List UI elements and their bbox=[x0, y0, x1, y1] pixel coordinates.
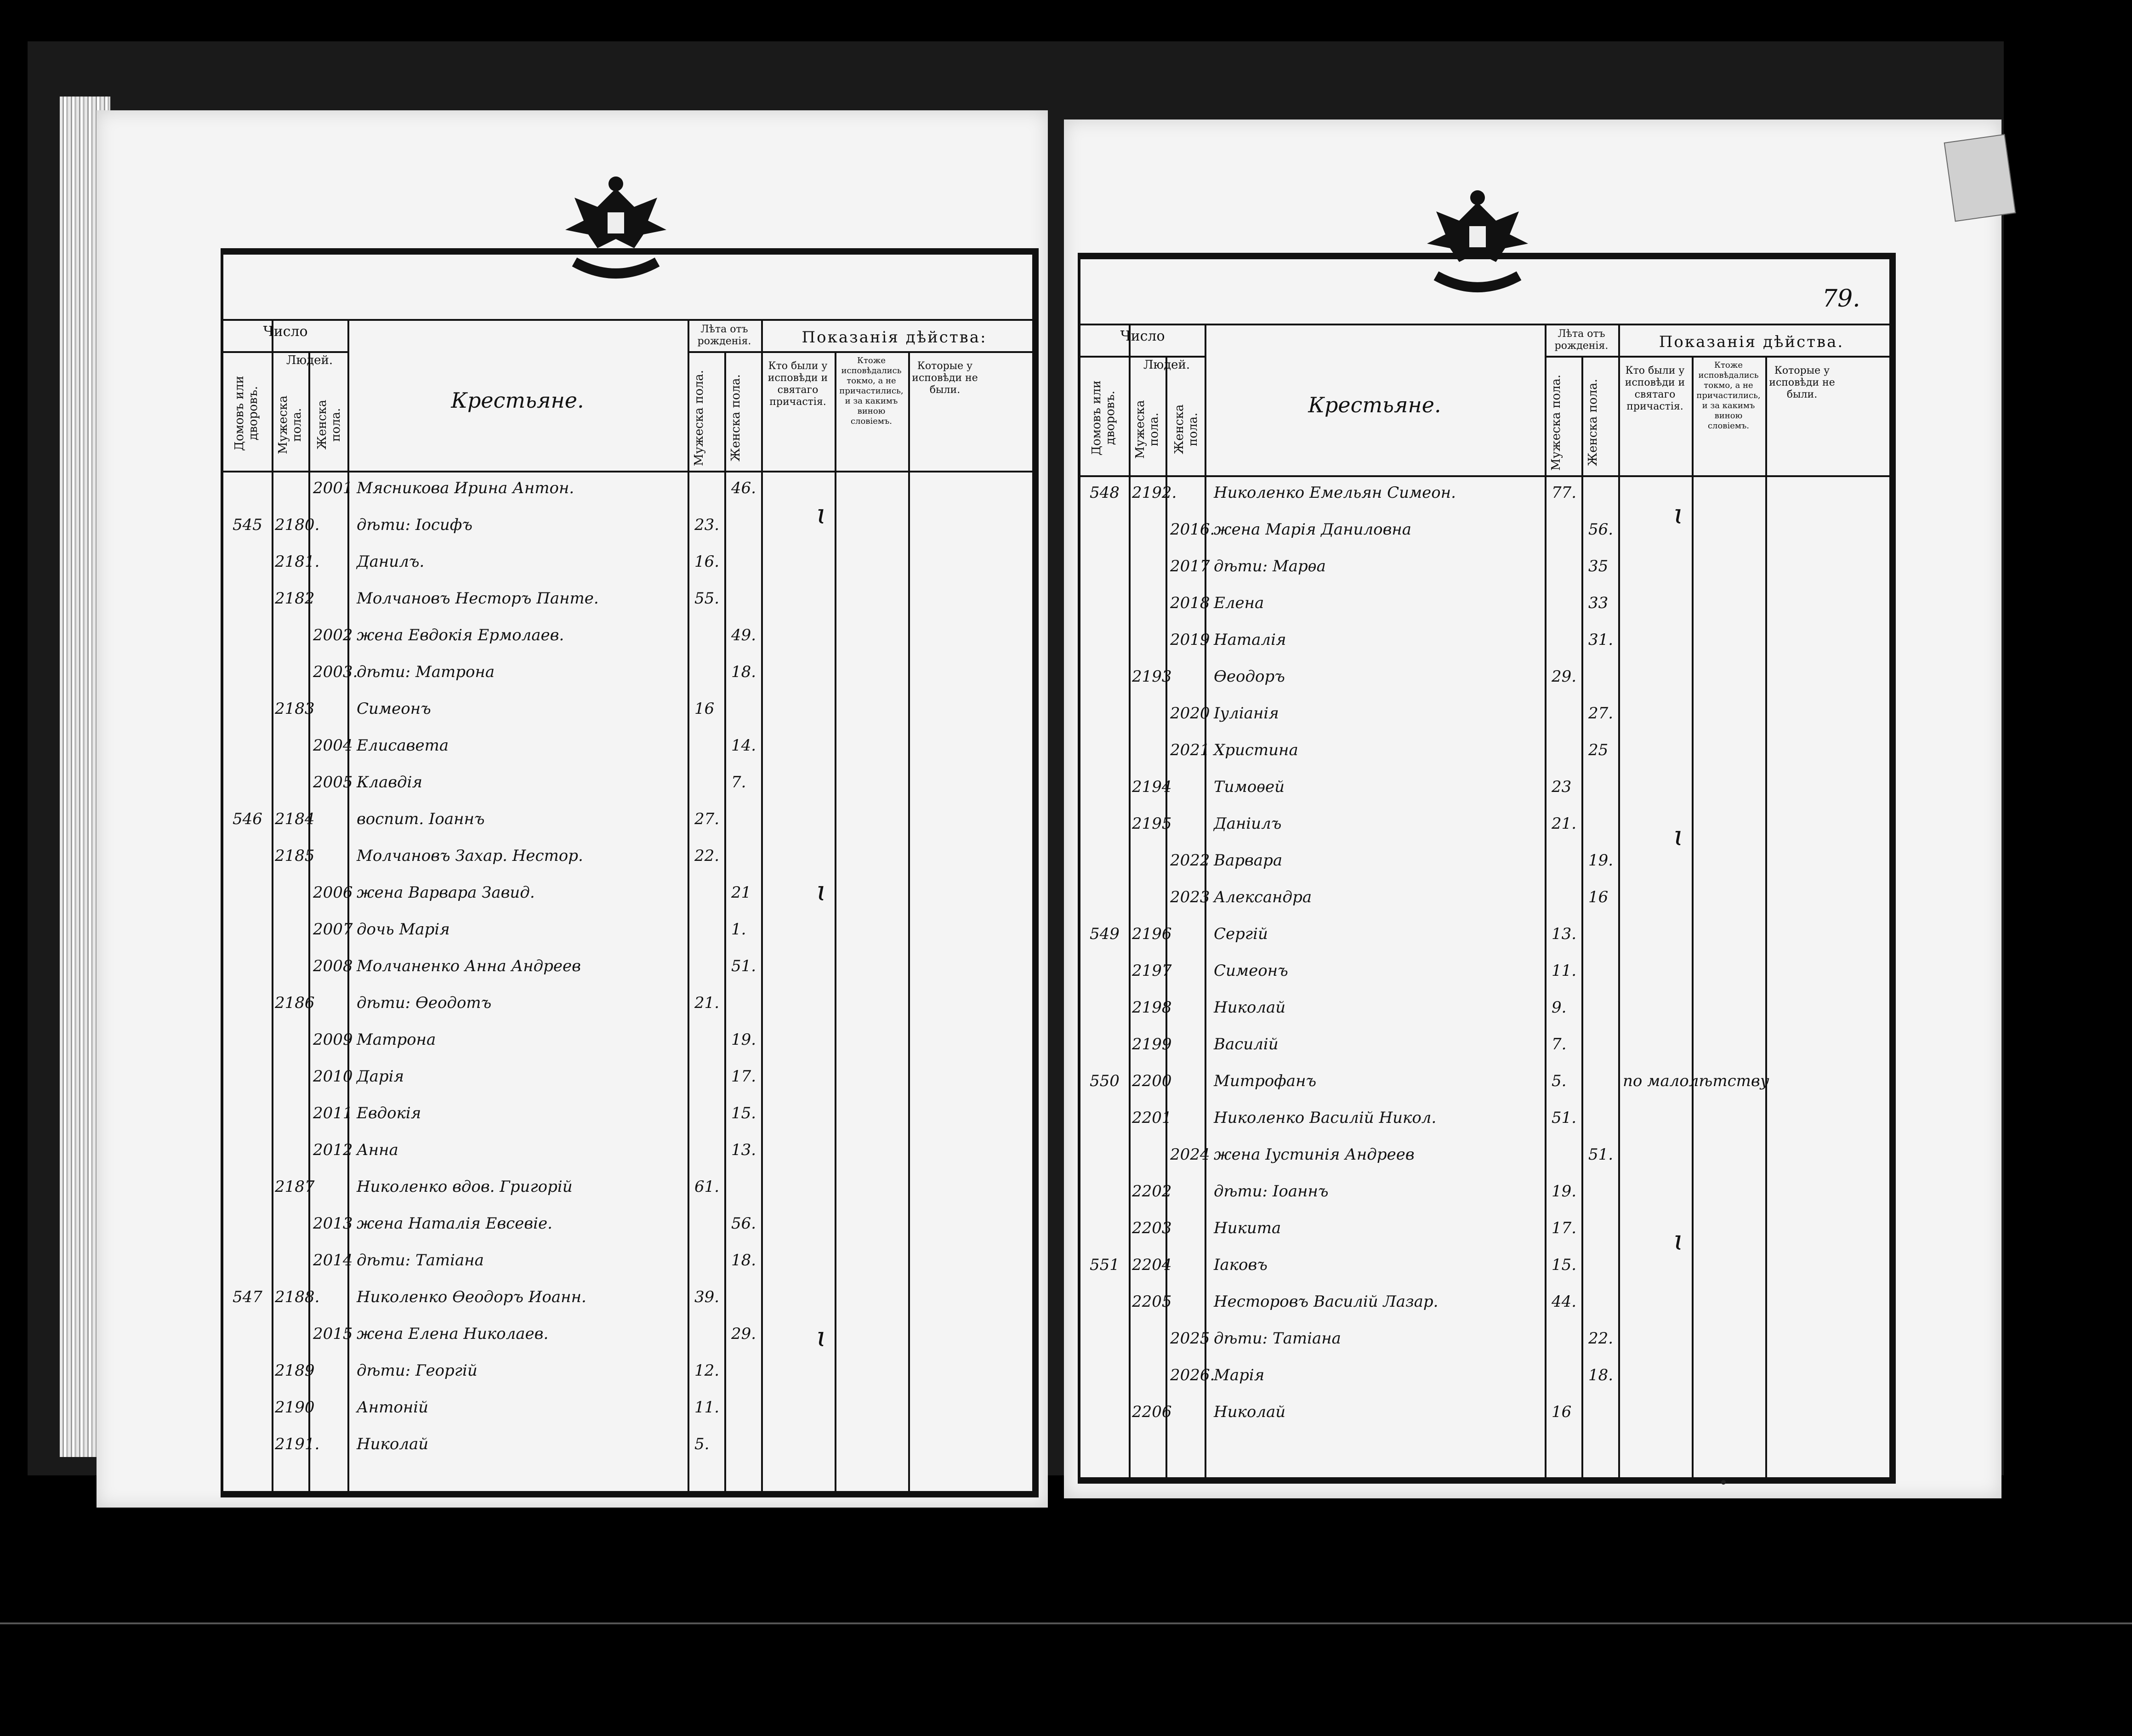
male-age: 21. bbox=[1552, 814, 1577, 833]
left-page bbox=[97, 110, 1048, 1508]
male-number: 2201 bbox=[1132, 1109, 1172, 1127]
female-age: 19. bbox=[1588, 851, 1614, 870]
person-name: Елена bbox=[1214, 594, 1264, 612]
male-age: 16. bbox=[694, 552, 720, 571]
person-name: жена Наталія Евсевіе. bbox=[357, 1214, 552, 1233]
ledger-row bbox=[223, 622, 1032, 655]
right-table-frame bbox=[1078, 253, 1896, 1484]
person-name: дѣти: Іосифъ bbox=[357, 516, 473, 534]
col-b-header: Ктоже исповѣдались токмо, а не причастились, и за какимъ виною словіемъ. bbox=[1696, 360, 1761, 431]
house-number: 548 bbox=[1090, 484, 1120, 502]
ledger-row bbox=[223, 549, 1032, 581]
male-age: 39. bbox=[694, 1288, 720, 1306]
ledger-row bbox=[1080, 958, 1889, 990]
female-age: 31. bbox=[1588, 631, 1614, 649]
ledger-row bbox=[223, 953, 1032, 985]
male-age: 12. bbox=[694, 1361, 720, 1380]
male-number: 2187 bbox=[275, 1178, 315, 1196]
person-name: Молчановъ Несторъ Панте. bbox=[357, 589, 599, 608]
male-number: 2180. bbox=[275, 516, 320, 534]
ledger-row bbox=[1080, 700, 1889, 733]
male-age: 16 bbox=[1552, 1403, 1572, 1421]
person-name: дѣти: Татіана bbox=[357, 1251, 484, 1269]
handwritten-mark: ɩ bbox=[1673, 1224, 1684, 1257]
female-number: 2026. bbox=[1170, 1366, 1215, 1384]
pokazaniya-header: Показанія дѣйства. bbox=[1659, 333, 1844, 351]
ledger-row bbox=[223, 1358, 1032, 1390]
person-name: Симеонъ bbox=[1214, 962, 1288, 980]
ledger-row bbox=[1080, 811, 1889, 843]
house-number: 550 bbox=[1090, 1072, 1120, 1090]
col-c-header: Которые у исповѣди не были. bbox=[1769, 365, 1835, 400]
col-c-header: Которые у исповѣди не были. bbox=[912, 360, 978, 396]
male-age: 16 bbox=[694, 700, 715, 718]
ledger-row bbox=[223, 1027, 1032, 1059]
male-age: 21. bbox=[694, 994, 720, 1012]
person-name: Николай bbox=[1214, 1403, 1286, 1421]
leta-header: Лѣта отъ рожденія. bbox=[1554, 328, 1609, 352]
person-name: жена Евдокія Ермолаев. bbox=[357, 626, 564, 644]
ink-dot bbox=[1721, 1480, 1726, 1485]
person-name: Іаковъ bbox=[1214, 1256, 1268, 1274]
person-name: Митрофанъ bbox=[1214, 1072, 1317, 1090]
leta-zhen-header: Женска пола. bbox=[729, 374, 743, 461]
female-number: 2024 bbox=[1170, 1145, 1210, 1164]
ledger-row bbox=[223, 916, 1032, 949]
ledger-row bbox=[1080, 1399, 1889, 1431]
estate-header: Крестьяне. bbox=[1308, 393, 1441, 417]
person-name: Варвара bbox=[1214, 851, 1283, 870]
ledger-book bbox=[28, 41, 2004, 1475]
person-name: Молчановъ Захар. Нестор. bbox=[357, 847, 583, 865]
ledger-row bbox=[223, 1284, 1032, 1316]
female-age: 49. bbox=[731, 626, 756, 644]
person-name: Молчаненко Анна Андреев bbox=[357, 957, 581, 975]
person-name: жена Марія Даниловна bbox=[1214, 520, 1412, 539]
female-age: 27. bbox=[1588, 704, 1614, 723]
remark: по малолѣтству bbox=[1623, 1072, 1769, 1090]
person-name: жена Іустинія Андреев bbox=[1214, 1145, 1415, 1164]
muzh-header: Мужеска пола. bbox=[276, 395, 304, 454]
person-name: Христина bbox=[1214, 741, 1298, 759]
ledger-row bbox=[1080, 1362, 1889, 1394]
ledger-row bbox=[223, 769, 1032, 802]
person-name: Матрона bbox=[357, 1030, 436, 1049]
zhen-header: Женска пола. bbox=[1172, 404, 1200, 455]
male-number: 2199 bbox=[1132, 1035, 1172, 1053]
page-corner bbox=[1944, 134, 2016, 222]
female-number: 2020 bbox=[1170, 704, 1210, 723]
male-number: 2205 bbox=[1132, 1292, 1172, 1311]
ledger-row bbox=[223, 696, 1032, 728]
person-name: жена Варвара Завид. bbox=[357, 883, 535, 902]
ledger-row bbox=[223, 880, 1032, 912]
person-name: Марія bbox=[1214, 1366, 1265, 1384]
female-number: 2006 bbox=[313, 883, 353, 902]
male-number: 2186 bbox=[275, 994, 315, 1012]
male-age: 9. bbox=[1552, 998, 1567, 1017]
muzh-header: Мужеска пола. bbox=[1133, 400, 1161, 459]
person-name: дѣти: Ѳеодотъ bbox=[357, 994, 492, 1012]
ledger-row bbox=[1080, 1142, 1889, 1174]
handwritten-mark: ɩ bbox=[816, 1321, 827, 1353]
male-age: 22. bbox=[694, 847, 720, 865]
person-name: Анна bbox=[357, 1141, 398, 1159]
person-name: Симеонъ bbox=[357, 700, 431, 718]
male-age: 17. bbox=[1552, 1219, 1577, 1237]
right-page bbox=[1064, 120, 2001, 1498]
zhen-header: Женска пола. bbox=[315, 399, 343, 450]
lyudey-header: Людей. bbox=[286, 353, 333, 367]
person-name: Николенко Емельян Симеон. bbox=[1214, 484, 1456, 502]
ledger-row bbox=[223, 586, 1032, 618]
male-number: 2206 bbox=[1132, 1403, 1172, 1421]
dvorov-header: Домовъ или дворовъ. bbox=[233, 376, 260, 451]
handwritten-mark: ɩ bbox=[1673, 498, 1684, 530]
person-name: Іуліанія bbox=[1214, 704, 1279, 723]
male-number: 2191. bbox=[275, 1435, 320, 1453]
person-name: Николенко Василій Никол. bbox=[1214, 1109, 1437, 1127]
male-number: 2203 bbox=[1132, 1219, 1172, 1237]
female-number: 2015 bbox=[313, 1325, 353, 1343]
ledger-row bbox=[223, 1321, 1032, 1353]
female-age: 25 bbox=[1588, 741, 1609, 759]
male-age: 51. bbox=[1552, 1109, 1577, 1127]
male-age: 5. bbox=[694, 1435, 710, 1453]
female-number: 2010 bbox=[313, 1067, 353, 1086]
female-age: 18. bbox=[1588, 1366, 1614, 1384]
ledger-row bbox=[223, 1247, 1032, 1280]
person-name: Александра bbox=[1214, 888, 1312, 906]
male-number: 2188. bbox=[275, 1288, 320, 1306]
ledger-row bbox=[1080, 1105, 1889, 1137]
scan-edge-line bbox=[0, 1622, 2132, 1624]
ledger-row bbox=[1080, 1215, 1889, 1247]
female-number: 2021 bbox=[1170, 741, 1210, 759]
male-number: 2198 bbox=[1132, 998, 1172, 1017]
male-number: 2200 bbox=[1132, 1072, 1172, 1090]
ledger-row bbox=[223, 733, 1032, 765]
female-age: 17. bbox=[731, 1067, 756, 1086]
person-name: дѣти: Марѳа bbox=[1214, 557, 1326, 575]
person-name: дѣти: Іоаннъ bbox=[1214, 1182, 1329, 1201]
female-number: 2017 bbox=[1170, 557, 1210, 575]
female-number: 2002 bbox=[313, 626, 353, 644]
ledger-row bbox=[223, 806, 1032, 838]
female-number: 2014 bbox=[313, 1251, 353, 1269]
chislo-header: Число bbox=[1120, 328, 1165, 344]
male-number: 2204 bbox=[1132, 1256, 1172, 1274]
female-number: 2011 bbox=[313, 1104, 353, 1122]
estate-header: Крестьяне. bbox=[451, 388, 584, 413]
ledger-row bbox=[1080, 480, 1889, 512]
ledger-row bbox=[223, 1064, 1032, 1096]
person-name: Николай bbox=[357, 1435, 429, 1453]
person-name: Николенко вдов. Григорій bbox=[357, 1178, 573, 1196]
house-number: 545 bbox=[233, 516, 262, 534]
person-name: Василій bbox=[1214, 1035, 1279, 1053]
person-name: Клавдія bbox=[357, 773, 422, 791]
col-a-header: Кто были у исповѣди и святаго причастія. bbox=[1625, 365, 1685, 412]
handwritten-mark: ɩ bbox=[816, 498, 827, 530]
ledger-row bbox=[1080, 517, 1889, 549]
female-number: 2008 bbox=[313, 957, 353, 975]
ledger-row bbox=[223, 1431, 1032, 1463]
person-name: Данилъ. bbox=[357, 552, 425, 571]
house-number: 551 bbox=[1090, 1256, 1120, 1274]
female-age: 18. bbox=[731, 1251, 756, 1269]
female-age: 21 bbox=[731, 883, 751, 902]
ledger-row bbox=[1080, 995, 1889, 1027]
ledger-row bbox=[1080, 1031, 1889, 1064]
person-name: Евдокія bbox=[357, 1104, 421, 1122]
male-age: 23 bbox=[1552, 778, 1572, 796]
ledger-row bbox=[223, 1394, 1032, 1427]
chislo-header: Число bbox=[263, 324, 308, 340]
female-age: 16 bbox=[1588, 888, 1609, 906]
ledger-row bbox=[223, 1137, 1032, 1169]
house-number: 546 bbox=[233, 810, 262, 828]
male-number: 2183 bbox=[275, 700, 315, 718]
female-number: 2005 bbox=[313, 773, 353, 791]
female-number: 2016. bbox=[1170, 520, 1215, 539]
col-b-header: Ктоже исповѣдались токмо, а не причастились, и за какимъ виною словіемъ. bbox=[839, 356, 904, 426]
col-a-header: Кто были у исповѣди и святаго причастія. bbox=[768, 360, 828, 408]
male-number: 2197 bbox=[1132, 962, 1172, 980]
person-name: Ѳеодоръ bbox=[1214, 667, 1285, 686]
female-age: 14. bbox=[731, 736, 756, 755]
leta-zhen-header: Женска пола. bbox=[1586, 379, 1600, 466]
female-number: 2013 bbox=[313, 1214, 353, 1233]
female-age: 18. bbox=[731, 663, 756, 681]
female-age: 51. bbox=[1588, 1145, 1614, 1164]
ledger-row bbox=[1080, 848, 1889, 880]
male-number: 2193 bbox=[1132, 667, 1172, 686]
page-number: 79. bbox=[1822, 285, 1860, 313]
person-name: Елисавета bbox=[357, 736, 449, 755]
male-age: 29. bbox=[1552, 667, 1577, 686]
ledger-row bbox=[1080, 1289, 1889, 1321]
ledger-row bbox=[223, 512, 1032, 544]
person-name: Несторовъ Василій Лазар. bbox=[1214, 1292, 1438, 1311]
ledger-row bbox=[1080, 664, 1889, 696]
handwritten-mark: ɩ bbox=[816, 875, 827, 907]
female-age: 35 bbox=[1588, 557, 1609, 575]
female-number: 2018 bbox=[1170, 594, 1210, 612]
dvorov-header: Домовъ или дворовъ. bbox=[1090, 380, 1117, 455]
male-number: 2196 bbox=[1132, 925, 1172, 943]
person-name: Антоній bbox=[357, 1398, 429, 1417]
ledger-row bbox=[1080, 1326, 1889, 1358]
female-age: 15. bbox=[731, 1104, 756, 1122]
ledger-row bbox=[223, 1100, 1032, 1133]
male-number: 2189 bbox=[275, 1361, 315, 1380]
female-age: 33 bbox=[1588, 594, 1609, 612]
female-number: 2019 bbox=[1170, 631, 1210, 649]
person-name: Наталія bbox=[1214, 631, 1286, 649]
leta-muzh-header: Мужеска пола. bbox=[692, 370, 706, 466]
person-name: Николай bbox=[1214, 998, 1286, 1017]
male-number: 2192. bbox=[1132, 484, 1177, 502]
ledger-row bbox=[223, 1211, 1032, 1243]
ledger-row bbox=[1080, 884, 1889, 916]
female-age: 56. bbox=[731, 1214, 756, 1233]
female-number: 2004 bbox=[313, 736, 353, 755]
ledger-row bbox=[223, 1174, 1032, 1206]
person-name: дѣти: Матрона bbox=[357, 663, 495, 681]
person-name: жена Елена Николаев. bbox=[357, 1325, 549, 1343]
female-age: 46. bbox=[731, 479, 756, 497]
ledger-row bbox=[1080, 590, 1889, 622]
ledger-row bbox=[1080, 553, 1889, 586]
male-number: 2181. bbox=[275, 552, 320, 571]
female-number: 2022 bbox=[1170, 851, 1210, 870]
ledger-row bbox=[1080, 1178, 1889, 1211]
male-age: 11. bbox=[694, 1398, 720, 1417]
person-name: дѣти: Георгій bbox=[357, 1361, 478, 1380]
female-age: 22. bbox=[1588, 1329, 1614, 1348]
female-age: 51. bbox=[731, 957, 756, 975]
male-number: 2184 bbox=[275, 810, 315, 828]
male-age: 19. bbox=[1552, 1182, 1577, 1201]
person-name: Тимоѳей bbox=[1214, 778, 1285, 796]
female-age: 19. bbox=[731, 1030, 756, 1049]
female-age: 13. bbox=[731, 1141, 756, 1159]
person-name: Даніилъ bbox=[1214, 814, 1282, 833]
house-number: 549 bbox=[1090, 925, 1120, 943]
male-age: 61. bbox=[694, 1178, 720, 1196]
female-number: 2012 bbox=[313, 1141, 353, 1159]
person-name: Сергій bbox=[1214, 925, 1268, 943]
female-number: 2003. bbox=[313, 663, 358, 681]
person-name: дѣти: Татіана bbox=[1214, 1329, 1341, 1348]
female-age: 7. bbox=[731, 773, 746, 791]
ledger-row bbox=[1080, 1068, 1889, 1100]
pokazaniya-header: Показанія дѣйства: bbox=[802, 328, 987, 347]
female-number: 2001 bbox=[313, 479, 353, 497]
person-name: Дарія bbox=[357, 1067, 404, 1086]
ledger-row bbox=[1080, 774, 1889, 806]
leta-muzh-header: Мужеска пола. bbox=[1549, 374, 1563, 471]
house-number: 547 bbox=[233, 1288, 262, 1306]
person-name: Мясникова Ирина Антон. bbox=[357, 479, 574, 497]
male-number: 2182 bbox=[275, 589, 315, 608]
ledger-row bbox=[1080, 627, 1889, 659]
male-age: 23. bbox=[694, 516, 720, 534]
male-age: 77. bbox=[1552, 484, 1577, 502]
male-number: 2194 bbox=[1132, 778, 1172, 796]
ledger-row bbox=[1080, 737, 1889, 769]
male-age: 7. bbox=[1552, 1035, 1567, 1053]
male-age: 5. bbox=[1552, 1072, 1567, 1090]
male-number: 2202 bbox=[1132, 1182, 1172, 1201]
handwritten-mark: ɩ bbox=[1673, 820, 1684, 852]
ledger-row bbox=[1080, 921, 1889, 953]
ledger-row bbox=[1080, 1252, 1889, 1284]
ledger-row bbox=[223, 843, 1032, 875]
female-number: 2007 bbox=[313, 920, 353, 939]
person-name: Никита bbox=[1214, 1219, 1281, 1237]
male-age: 44. bbox=[1552, 1292, 1577, 1311]
ledger-row bbox=[223, 475, 1032, 507]
female-age: 29. bbox=[731, 1325, 756, 1343]
female-age: 56. bbox=[1588, 520, 1614, 539]
female-number: 2009 bbox=[313, 1030, 353, 1049]
male-number: 2195 bbox=[1132, 814, 1172, 833]
lyudey-header: Людей. bbox=[1143, 358, 1190, 372]
ledger-row bbox=[223, 990, 1032, 1022]
male-age: 11. bbox=[1552, 962, 1577, 980]
person-name: воспит. Іоаннъ bbox=[357, 810, 485, 828]
female-number: 2023 bbox=[1170, 888, 1210, 906]
left-table-frame bbox=[221, 248, 1039, 1497]
male-number: 2190 bbox=[275, 1398, 315, 1417]
person-name: дочь Марія bbox=[357, 920, 450, 939]
male-age: 13. bbox=[1552, 925, 1577, 943]
male-age: 27. bbox=[694, 810, 720, 828]
male-age: 55. bbox=[694, 589, 720, 608]
female-age: 1. bbox=[731, 920, 746, 939]
male-age: 15. bbox=[1552, 1256, 1577, 1274]
male-number: 2185 bbox=[275, 847, 315, 865]
ledger-row bbox=[223, 659, 1032, 691]
leta-header: Лѣта отъ рожденія. bbox=[697, 324, 751, 347]
person-name: Николенко Ѳеодоръ Иоанн. bbox=[357, 1288, 586, 1306]
female-number: 2025 bbox=[1170, 1329, 1210, 1348]
